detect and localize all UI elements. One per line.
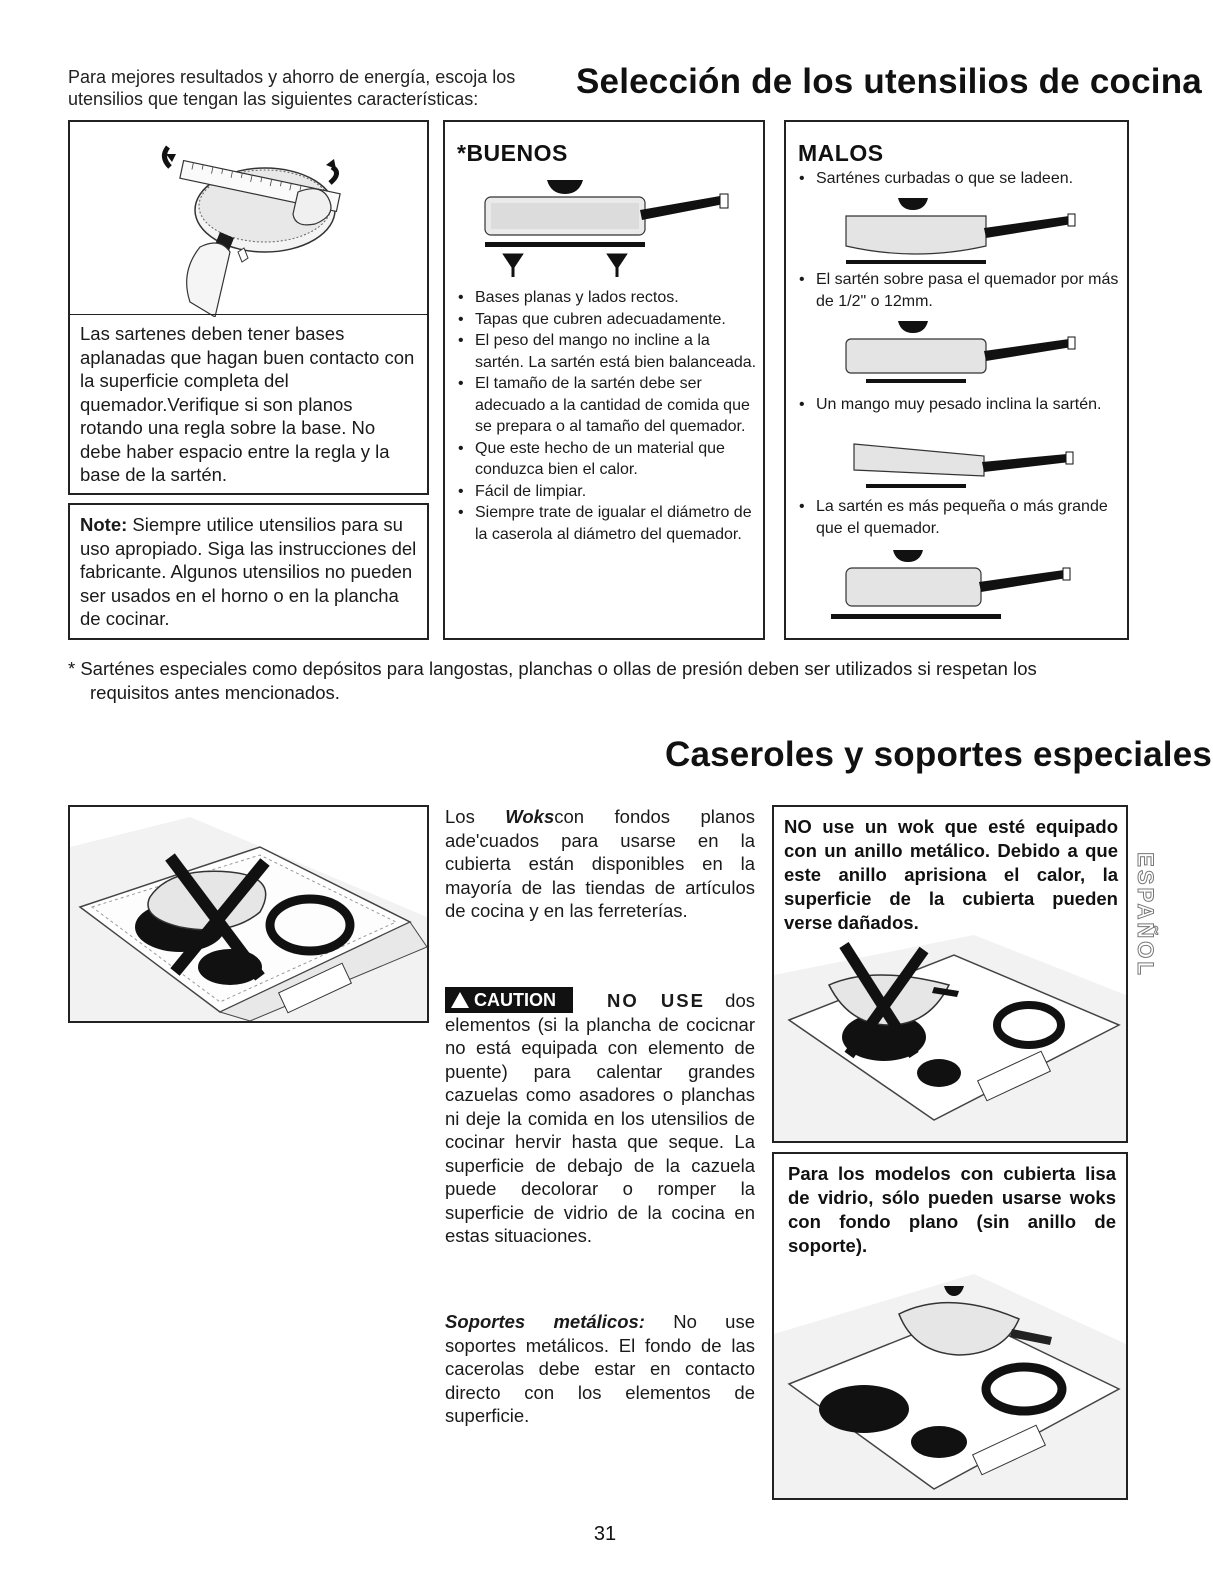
woks-body: con fondos planos ade'cuados para usarse en la cubierta están disponibles en la mayoría de las tiendas de artículos de cocina y en las ferreterías. <box>445 806 755 921</box>
good-cookware-panel <box>443 120 765 640</box>
heavy-handle-pan-illustration <box>836 440 1106 492</box>
good-item: • Fácil de limpiar. <box>455 481 760 503</box>
section-title-woks: Caseroles y soportes especiales <box>665 735 1213 774</box>
size-mismatch-pan-illustration <box>831 546 1111 626</box>
language-side-tab-text: ESPAÑOL <box>1133 852 1158 978</box>
woks-term: Woks <box>505 806 555 827</box>
wok-ring-warning-text: NO use un wok que esté equipado con un anillo metálico. Debido a que este anillo aprisiona el calor, la superficie de la cubierta pueden verse dañados. <box>784 816 1118 933</box>
flatness-panel <box>68 120 429 495</box>
caution-lead: NO USE <box>607 990 705 1011</box>
section-title-cookware: Selección de los utensilios de cocina <box>576 62 1202 101</box>
bad-item: • La sartén es más pequeña o más grande que el quemador. <box>796 496 1121 539</box>
warped-pan-illustration <box>836 194 1106 269</box>
bad-item: • Sarténes curbadas o que se ladeen. <box>796 168 1121 190</box>
flat-wok-text: Para los modelos con cubierta lisa de vidrio, sólo pueden usarse woks con fondo plano (sin anillo de soporte). <box>788 1163 1116 1256</box>
good-item: • Siempre trate de igualar el diámetro de la caserola al diámetro del quemador. <box>455 502 760 545</box>
bad-heading: MALOS <box>798 140 884 166</box>
oversized-pan-illustration <box>68 805 429 1023</box>
good-item: • Que este hecho de un material que conduzca bien el calor. <box>455 438 760 481</box>
good-item: • Bases planas y lados rectos. <box>455 287 760 309</box>
bad-list-3 <box>796 394 1121 416</box>
good-pan-illustration <box>465 172 745 282</box>
caution-label: CAUTION <box>474 990 556 1010</box>
page-number: 31 <box>593 1523 617 1545</box>
caution-paragraph <box>445 989 755 1248</box>
woks-lead: Los <box>445 806 506 827</box>
bad-list-4 <box>796 496 1121 539</box>
wok-ring-warning-panel <box>772 805 1128 1143</box>
caution-body: dos elementos (si la plancha de cocicnar no está equipada con elemento de puente) para calentar grandes cazuelas como asadores o planchas ni deje la comida en los utensilios de cocinar hervir hasta que seque. La superficie de debajo de la cazuela puede decolorar o romper la superficie de vidrio de la cocina en estas situaciones. <box>445 990 755 1246</box>
overhang-pan-illustration <box>836 317 1106 389</box>
ruler-illustration <box>150 132 350 317</box>
bad-list-2 <box>796 269 1121 312</box>
flatness-description: Las sartenes deben tener bases aplanadas que hagan buen contacto con la superficie completa del quemador.Verifique si son planos rotando una regla sobre la base. No debe haber espacio entre la regla y la base de la sartén. <box>80 323 415 485</box>
wok-ring-illustration <box>774 935 1126 1141</box>
footnote: * Sarténes especiales como depósitos para langostas, planchas o ollas de presión deben ser utilizados si respetan los requisitos antes mencionados. <box>68 658 1037 703</box>
note-body: Siempre utilice utensilios para su uso apropiado. Siga las instrucciones del fabricante. Algunos utensilios no pueden ser usados en el horno o en la plancha de cocinar. <box>80 514 417 629</box>
language-side-tab <box>1127 850 1163 980</box>
good-item: • El tamaño de la sartén debe ser adecuado a la cantidad de comida que se prepara o al tamaño del quemador. <box>455 373 760 438</box>
bad-cookware-panel <box>784 120 1129 640</box>
flat-wok-panel <box>772 1152 1128 1500</box>
soportes-body: No use soportes metálicos. El fondo de las cacerolas debe estar en contacto directo con los elementos de superficie. <box>445 1311 755 1426</box>
bad-item: • Un mango muy pesado inclina la sartén. <box>796 394 1121 416</box>
good-item: • El peso del mango no incline a la sartén. La sartén está bien balanceada. <box>455 330 760 373</box>
note-text <box>80 513 420 631</box>
bad-list-1 <box>796 168 1121 190</box>
flat-wok-illustration <box>774 1274 1126 1498</box>
bad-item: • El sartén sobre pasa el quemador por más de 1/2" o 12mm. <box>796 269 1121 312</box>
good-item: • Tapas que cubren adecuadamente. <box>455 309 760 331</box>
note-panel <box>68 503 429 640</box>
soportes-term: Soportes metálicos: <box>445 1311 645 1332</box>
intro-text: Para mejores resultados y ahorro de energía, escoja los utensilios que tengan las siguientes características: <box>68 67 516 109</box>
good-heading: *BUENOS <box>457 140 568 166</box>
good-list <box>455 287 760 545</box>
note-label: Note: <box>80 514 128 535</box>
woks-paragraph <box>445 805 755 923</box>
soportes-paragraph <box>445 1310 755 1428</box>
